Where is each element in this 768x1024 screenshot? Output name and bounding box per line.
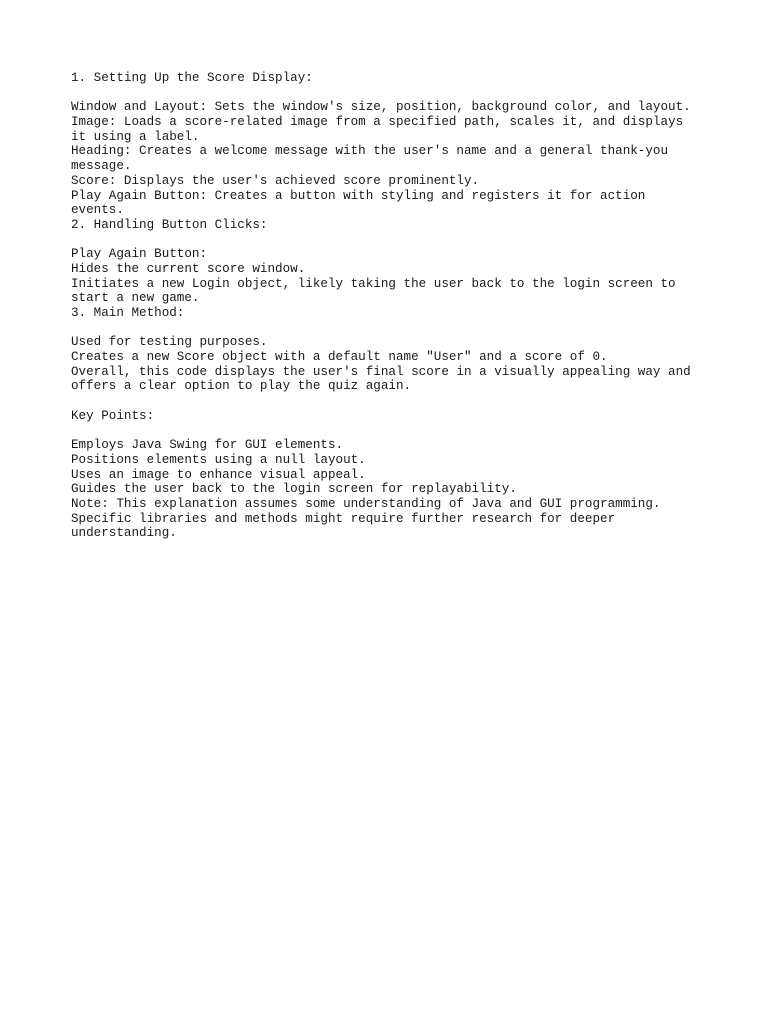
spacer xyxy=(71,233,751,248)
text-line: Specific libraries and methods might require further research for deeper xyxy=(71,511,616,526)
text-line: Used for testing purposes. xyxy=(71,335,268,350)
text-line: Creates a new Score object with a default name "User" and a score of 0. xyxy=(71,350,608,365)
document-page xyxy=(71,71,751,541)
spacer xyxy=(71,424,751,439)
spacer xyxy=(71,321,751,336)
text-line: Overall, this code displays the user's final score in a visually appealing way and xyxy=(71,364,691,379)
text-line: Hides the current score window. xyxy=(71,261,306,276)
text-line: offers a clear option to play the quiz again. xyxy=(71,379,412,394)
text-line: Employs Java Swing for GUI elements. xyxy=(71,438,344,453)
section-1-heading: 1. Setting Up the Score Display: xyxy=(71,71,313,85)
text-line: Positions elements using a null layout. xyxy=(71,452,366,467)
spacer xyxy=(71,86,751,101)
text-line: events. xyxy=(71,203,124,218)
key-points-heading: Key Points: xyxy=(71,408,155,423)
text-line: start a new game. xyxy=(71,291,200,306)
text-line: Play Again Button: xyxy=(71,247,208,262)
section-2-heading: 2. Handling Button Clicks: xyxy=(71,217,268,232)
text-line: it using a label. xyxy=(71,129,200,144)
text-line: Window and Layout: Sets the window's size, position, background color, and layout. xyxy=(71,100,691,115)
text-line: Heading: Creates a welcome message with the user's name and a general thank-you xyxy=(71,144,669,159)
text-line: understanding. xyxy=(71,526,177,541)
text-line: message. xyxy=(71,159,132,174)
section-3-heading: 3. Main Method: xyxy=(71,306,185,320)
text-line: Play Again Button: Creates a button with styling and registers it for action xyxy=(71,188,646,203)
spacer xyxy=(71,394,751,409)
text-line: Uses an image to enhance visual appeal. xyxy=(71,467,366,482)
text-line: Score: Displays the user's achieved score prominently. xyxy=(71,173,480,188)
text-line: Initiates a new Login object, likely taking the user back to the login screen to xyxy=(71,276,676,291)
text-line: Guides the user back to the login screen for replayability. xyxy=(71,482,517,497)
text-line: Image: Loads a score-related image from a specified path, scales it, and displays xyxy=(71,115,684,130)
text-line: Note: This explanation assumes some understanding of Java and GUI programming. xyxy=(71,496,661,511)
